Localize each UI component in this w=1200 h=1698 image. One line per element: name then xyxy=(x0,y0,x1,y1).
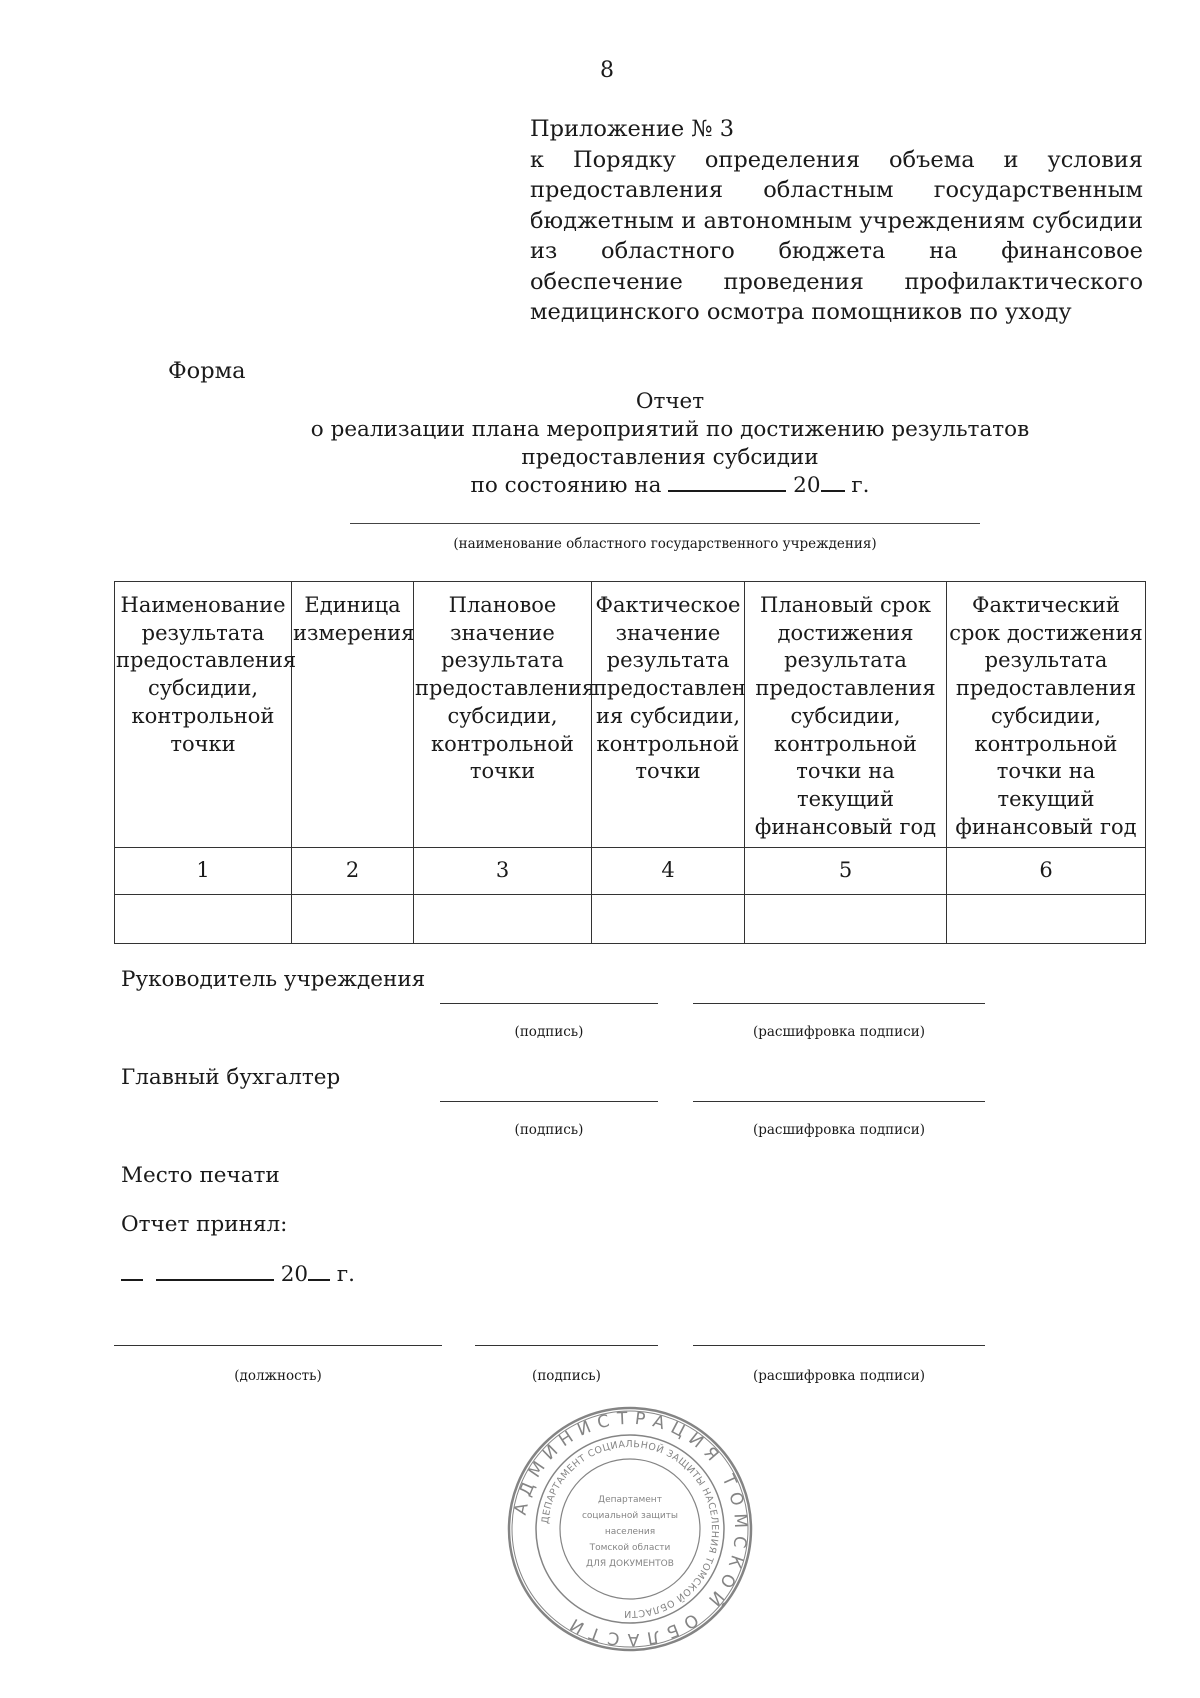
table-cell[interactable] xyxy=(947,895,1146,944)
table-cell[interactable] xyxy=(414,895,592,944)
accepted-year: 20 xyxy=(280,1262,309,1287)
table-cell[interactable] xyxy=(115,895,292,944)
report-table xyxy=(114,581,1146,944)
table-cell[interactable] xyxy=(592,895,745,944)
acceptor-decode-caption: (расшифровка подписи) xyxy=(752,1368,926,1384)
table-header-cell: Наименование результата предоставления субсидии, контрольной точки xyxy=(115,582,292,848)
head-decode-caption: (расшифровка подписи) xyxy=(752,1024,926,1040)
accepted-date xyxy=(121,1261,355,1287)
accountant-signature-line[interactable] xyxy=(440,1101,658,1102)
table-row xyxy=(115,895,1146,944)
date-blank[interactable] xyxy=(668,472,786,492)
seal-center-line: ДЛЯ ДОКУМЕНТОВ xyxy=(586,1559,674,1569)
table-number-row xyxy=(115,848,1146,895)
table-header-cell: Фактический срок достижения результата предоставления субсидии, контрольной точки на текущий финансовый год xyxy=(947,582,1146,848)
seal-center-line: Томской области xyxy=(589,1543,671,1553)
column-number: 2 xyxy=(292,848,414,895)
report-date-line xyxy=(300,472,1040,500)
date-year: 20 xyxy=(793,473,821,498)
appendix-title: Приложение № 3 xyxy=(530,116,735,142)
seal-outer-text: АДМИНИСТРАЦИЯ ТОМСКОЙ ОБЛАСТИ xyxy=(510,1408,751,1650)
accountant-decode-line[interactable] xyxy=(693,1101,985,1102)
accountant-decode-caption: (расшифровка подписи) xyxy=(752,1122,926,1138)
accepted-year-blank[interactable] xyxy=(308,1261,330,1281)
seal-center-line: населения xyxy=(604,1527,656,1537)
column-number: 1 xyxy=(115,848,292,895)
head-decode-line[interactable] xyxy=(693,1003,985,1004)
report-heading xyxy=(300,388,1040,500)
org-name-line[interactable] xyxy=(350,523,980,524)
accountant-signature-caption: (подпись) xyxy=(514,1122,584,1138)
table-header-cell: Плановый срок достижения результата предоставления субсидии, контрольной точки на текущий финансовый год xyxy=(745,582,947,848)
table-header-cell: Плановое значение результата предоставления субсидии, контрольной точки xyxy=(414,582,592,848)
acceptor-decode-line[interactable] xyxy=(693,1345,985,1346)
accountant-label: Главный бухгалтер xyxy=(121,1065,341,1090)
appendix-body: к Порядку определения объема и условия предоставления областным государственным бюджетным и автономным учреждениям субсидии из областного бюджета на финансовое обеспечение проведения профилактического медицинского осмотра помощников по уходу xyxy=(530,146,1143,325)
official-seal-stamp xyxy=(506,1405,754,1653)
column-number: 3 xyxy=(414,848,592,895)
head-label: Руководитель учреждения xyxy=(121,967,426,992)
acceptor-position-caption: (должность) xyxy=(234,1368,322,1384)
acceptor-signature-caption: (подпись) xyxy=(532,1368,601,1384)
year-blank[interactable] xyxy=(821,472,845,492)
org-name-caption: (наименование областного государственного учреждения) xyxy=(453,536,877,552)
report-subtitle-line1: о реализации плана мероприятий по достижению результатов xyxy=(310,417,1030,442)
head-signature-caption: (подпись) xyxy=(514,1024,584,1040)
table-header-cell: Единица измерения xyxy=(292,582,414,848)
accepted-day-blank[interactable] xyxy=(121,1261,143,1281)
head-signature-line[interactable] xyxy=(440,1003,658,1004)
accepted-label: Отчет принял: xyxy=(121,1212,288,1237)
form-label: Форма xyxy=(168,358,246,384)
table-cell[interactable] xyxy=(745,895,947,944)
acceptor-position-line[interactable] xyxy=(114,1345,442,1346)
report-subtitle-line2: предоставления субсидии xyxy=(521,445,819,470)
report-title: Отчет xyxy=(635,389,705,414)
seal-center-line: Департамент xyxy=(598,1495,662,1505)
table-header-row xyxy=(115,582,1146,848)
date-suffix: г. xyxy=(851,473,870,498)
date-prefix: по состоянию на xyxy=(470,473,662,498)
column-number: 6 xyxy=(947,848,1146,895)
column-number: 4 xyxy=(592,848,745,895)
page-number: 8 xyxy=(600,58,614,83)
seal-inner-text: ДЕПАРТАМЕНТ СОЦИАЛЬНОЙ ЗАЩИТЫ НАСЕЛЕНИЯ ТОМСКОЙ ОБЛАСТИ xyxy=(540,1438,721,1620)
accepted-suffix: г. xyxy=(336,1262,355,1287)
column-number: 5 xyxy=(745,848,947,895)
table-header-cell: Фактическое значение результата предоставлен ия субсидии, контрольной точки xyxy=(592,582,745,848)
table-cell[interactable] xyxy=(292,895,414,944)
appendix-header xyxy=(530,114,1143,328)
seal-center-line: социальной защиты xyxy=(581,1511,679,1521)
acceptor-signature-line[interactable] xyxy=(475,1345,658,1346)
seal-place-label: Место печати xyxy=(121,1163,280,1188)
accepted-month-blank[interactable] xyxy=(156,1261,274,1281)
